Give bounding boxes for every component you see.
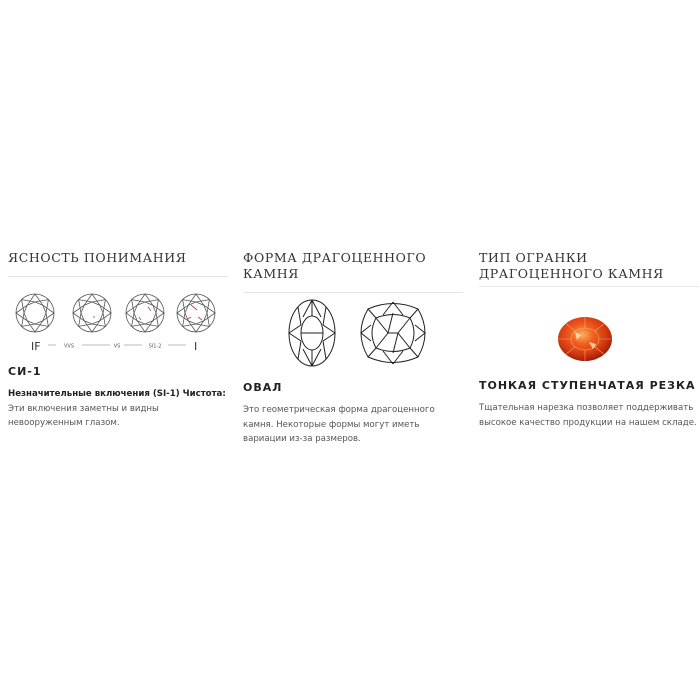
clarity-scale (8, 277, 228, 355)
gem-photo (479, 287, 699, 369)
cut-title: ТОНКАЯ СТУПЕНЧАТАЯ РЕЗКА (479, 379, 696, 392)
clarity-description-bold: Незначительные включения (SI-1) Чистота: (8, 389, 226, 399)
clarity-heading: ЯСНОСТЬ ПОНИМАНИЯ (8, 250, 228, 277)
cut-visual (479, 287, 699, 369)
shape-visual (243, 293, 463, 371)
cut-description: Тщательная нарезка позволяет поддерживать высокое качество продукции на нашем складе. (479, 403, 697, 428)
diamond-vvs-icon (73, 294, 111, 332)
shape-section (243, 250, 463, 447)
clarity-title: СИ-1 (8, 365, 42, 378)
scale-label-if: IF (31, 340, 41, 353)
diamond-if-icon (16, 294, 54, 332)
clarity-description-text: Эти включения заметны и видны невооруженным глазом. (8, 403, 159, 428)
shape-illustration (243, 293, 463, 371)
clarity-section (8, 250, 228, 431)
scale-label-i: I (194, 340, 198, 353)
clarity-diamonds-illustration (8, 277, 228, 355)
diamond-si-icon (126, 294, 164, 332)
cushion-diamond-icon (361, 302, 425, 364)
oval-diamond-icon (289, 300, 335, 366)
clarity-description (8, 387, 228, 431)
diamond-i-icon (177, 294, 215, 332)
cut-section (479, 250, 699, 430)
shape-description: Это геометрическая форма драгоценного камня. Некоторые формы могут иметь вариации из-за размеров. (243, 405, 435, 444)
shape-title: ОВАЛ (243, 381, 283, 394)
scale-label-si: SI1-2 (148, 343, 162, 350)
shape-heading: ФОРМА ДРАГОЦЕННОГО КАМНЯ (243, 250, 463, 293)
scale-label-vs: VS (113, 343, 121, 350)
scale-label-vvs: VVS (63, 343, 75, 350)
cut-heading: ТИП ОГРАНКИ ДРАГОЦЕННОГО КАМНЯ (479, 250, 699, 287)
